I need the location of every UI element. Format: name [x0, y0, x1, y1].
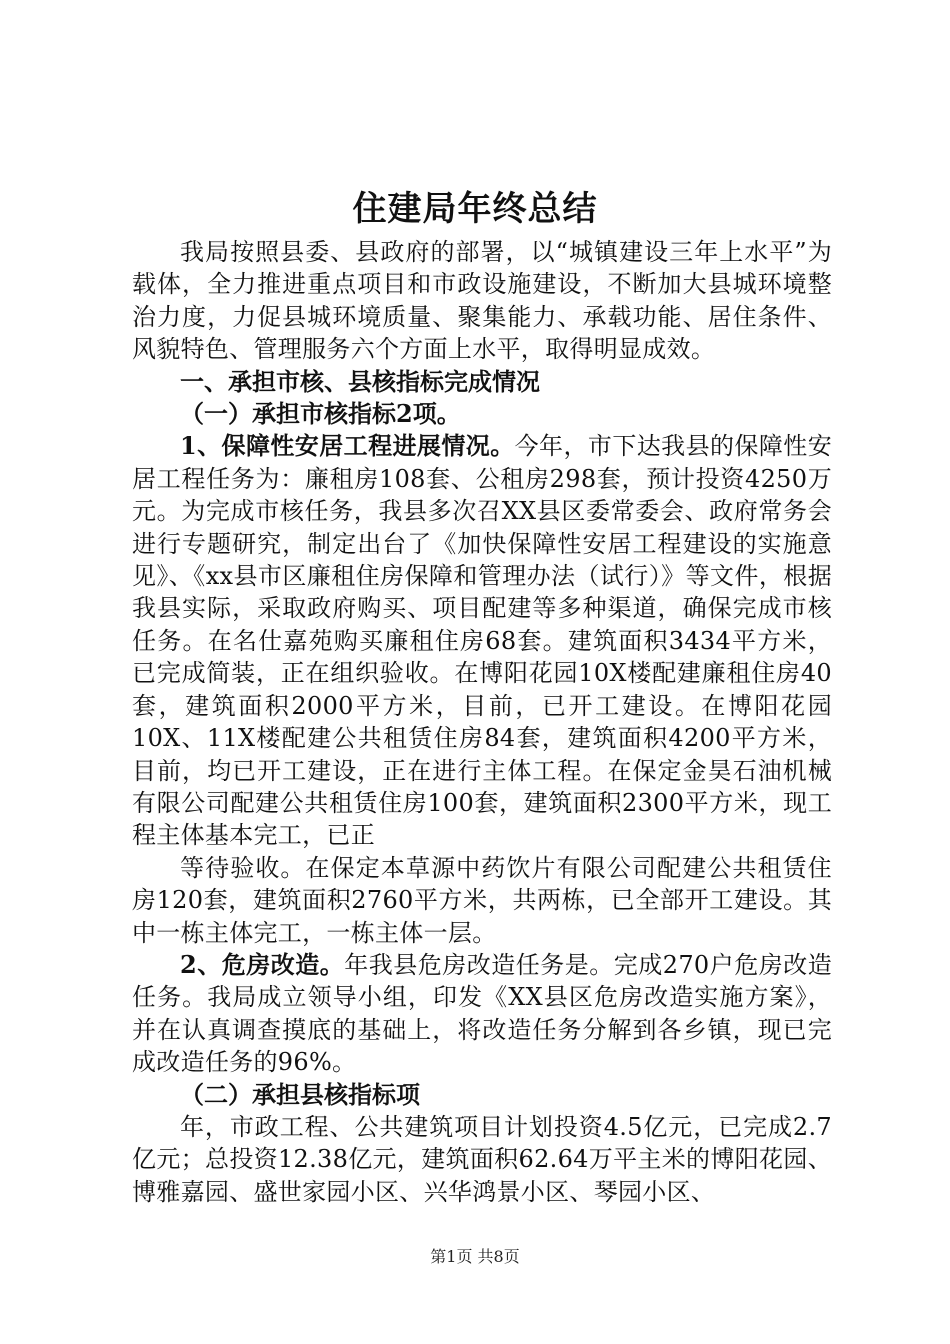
item-2-paragraph — [132, 949, 832, 1079]
item-2-lead: 2、危房改造。 — [180, 949, 345, 979]
item-2-text: 年我县危房改造任务是。完成270户危房改造任务。我局成立领导小组，印发《XX县区危房改造实施方案》，并在认真调查摸底的基础上，将改造任务分解到各乡镇，现已完成改造任务的96%。 — [132, 950, 832, 1077]
section-heading-1: 一、承担市核、县核指标完成情况 — [180, 366, 540, 396]
subsection-heading-2: （二）承担县核指标项 — [180, 1079, 420, 1109]
item-1-text: 今年，市下达我县的保障性安居工程任务为：廉租房108套、公租房298套，预计投资4250万元。为完成市核任务，我县多次召XX县区委常委会、政府常务会进行专题研究，制定出台了《加快保障性安居工程建设的实施意见》、《xx县市区廉租住房保障和管理办法（试行）》等文件，根据我县实际，采取政府购买、项目配建等多种渠道，确保完成市核任务。在名仕嘉苑购买廉租住房68套。建筑面积3434平方米，已完成简装，正在组织验收。在博阳花园10X楼配建廉租住房40套，建筑面积2000平方米，目前，已开工建设。在博阳花园10X、11X楼配建公共租赁住房84套，建筑面积4200平方米，目前，均已开工建设，正在进行主体工程。在保定金昊石油机械有限公司配建公共租赁住房100套，建筑面积2300平方米，现工程主体基本完工，已正 — [132, 432, 832, 850]
document-body — [132, 236, 832, 1208]
item-1-lead: 1、保障性安居工程进展情况。 — [180, 431, 515, 461]
page-footer: 第1页 共8页 — [430, 1247, 520, 1266]
item-1-paragraph — [132, 430, 832, 851]
item-1-continuation: 等待验收。在保定本草源中药饮片有限公司配建公共租赁住房120套，建筑面积2760平方米，共两栋，已全部开工建设。其中一栋主体完工，一栋主体一层。 — [132, 853, 832, 947]
intro-paragraph: 我局按照县委、县政府的部署，以“城镇建设三年上水平”为载体，全力推进重点项目和市政设施建设，不断加大县城环境整治力度，力促县城环境质量、聚集能力、承载功能、居住条件、风貌特色、管理服务六个方面上水平，取得明显成效。 — [132, 238, 832, 364]
document-title: 住建局年终总结 — [352, 189, 598, 229]
last-paragraph: 年，市政工程、公共建筑项目计划投资4.5亿元，已完成2.7亿元；总投资12.38亿元，建筑面积62.64万平主米的博阳花园、博雅嘉园、盛世家园小区、兴华鸿景小区、琴园小区、 — [132, 1112, 832, 1206]
subsection-heading-1: （一）承担市核指标2项。 — [180, 399, 461, 429]
